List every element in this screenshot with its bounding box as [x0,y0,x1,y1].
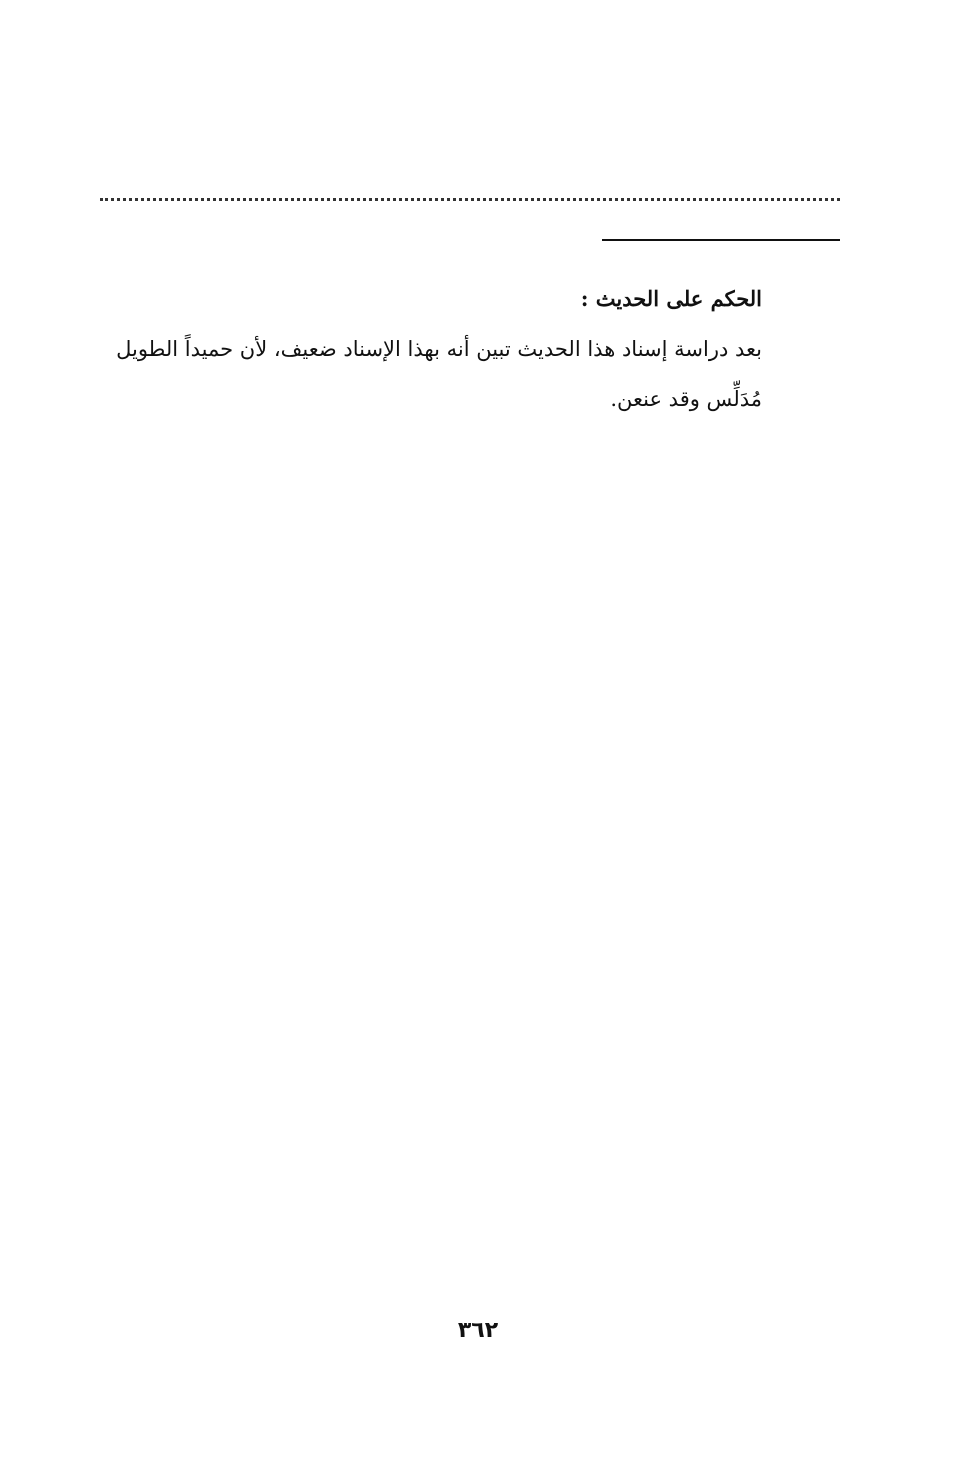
paragraph-line-2: مُدَلِّس وقد عنعن. [610,387,762,411]
main-text [92,282,762,424]
short-rule [602,239,840,241]
dotted-separator [100,198,840,201]
paragraph-line-1: بعد دراسة إسناد هذا الحديث تبين أنه بهذا الإسناد ضعيف، لأن حميداً الطويل [116,337,762,361]
page-number: ٣٦٢ [457,1318,499,1343]
section-heading: الحكم على الحديث : [580,286,762,311]
